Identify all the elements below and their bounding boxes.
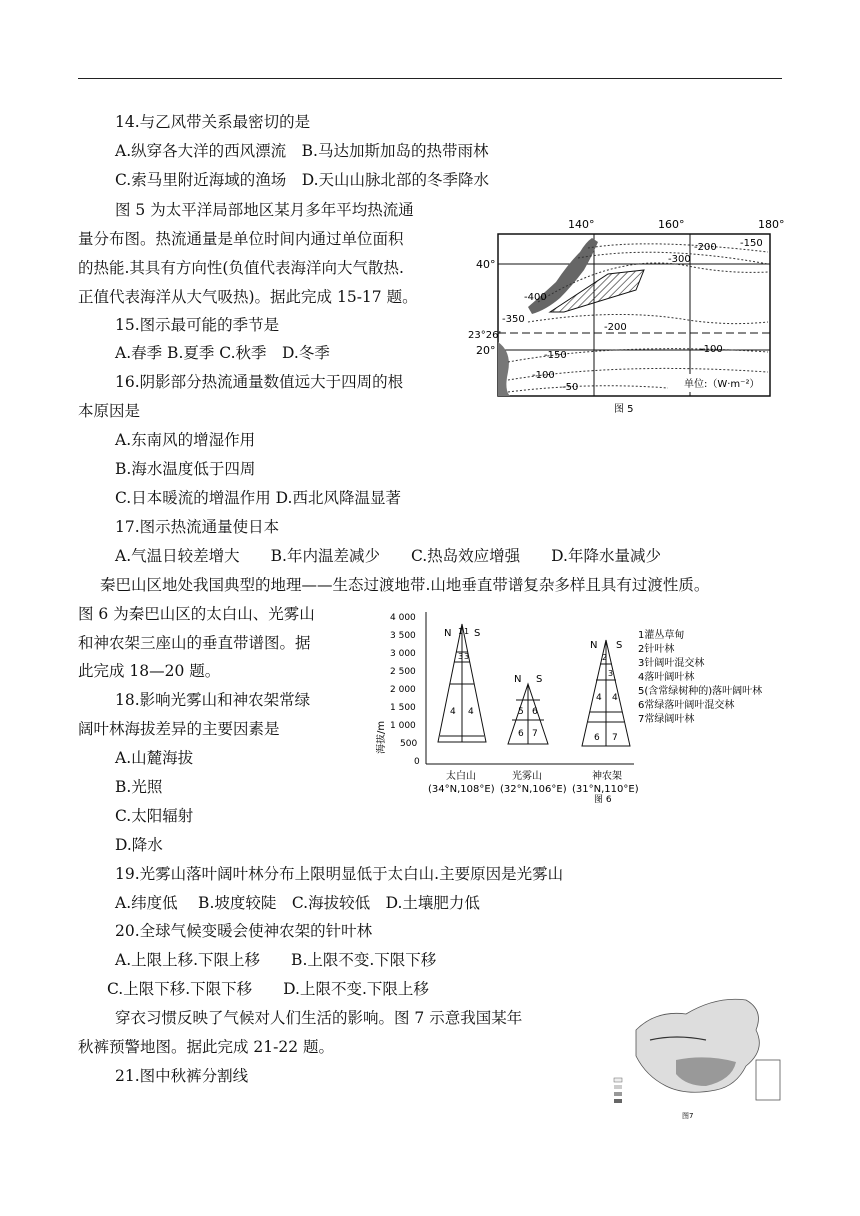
svg-text:3: 3 bbox=[608, 669, 614, 678]
y-tick: 500 bbox=[400, 739, 418, 749]
y-tick: 2 000 bbox=[390, 685, 416, 695]
fig7-intro-2: 秋裤预警地图。据此完成 21-22 题。 bbox=[78, 1038, 335, 1056]
contour-label: -200 bbox=[604, 322, 627, 333]
q14-options-cd: C.索马里附近海域的渔场 D.天山山脉北部的冬季降水 bbox=[115, 171, 490, 189]
svg-text:6: 6 bbox=[518, 729, 524, 739]
svg-text:4: 4 bbox=[612, 693, 618, 703]
y-axis-label: 海拔/m bbox=[376, 720, 387, 754]
mountain-coord: (32°N,106°E) bbox=[500, 784, 567, 795]
y-tick: 3 000 bbox=[390, 649, 416, 659]
fig5-intro-2: 量分布图。热流通量是单位时间内通过单位面积 bbox=[78, 230, 404, 248]
q20-options-cd: C.上限下移.下限下移 D.上限不变.下限上移 bbox=[107, 980, 429, 998]
fig6-intro-4: 此完成 18—20 题。 bbox=[78, 662, 221, 680]
q20-options-ab: A.上限上移.下限上移 B.上限不变.下限下移 bbox=[115, 951, 437, 969]
y-tick: 1 000 bbox=[390, 721, 416, 731]
figure-7-china-map bbox=[606, 990, 784, 1122]
shennongjia-n: N bbox=[590, 640, 598, 651]
svg-text:4: 4 bbox=[450, 707, 456, 717]
legend-swatches bbox=[614, 1078, 622, 1103]
svg-text:6: 6 bbox=[532, 707, 538, 717]
south-sea-inset bbox=[756, 1060, 780, 1100]
contour-label: -400 bbox=[524, 292, 547, 303]
legend-item: 1灌丛草甸 bbox=[638, 630, 685, 641]
question-17: 17.图示热流通量使日本 bbox=[115, 518, 280, 536]
q16-option-cd: C.日本暖流的增温作用 D.西北风降温显著 bbox=[115, 489, 401, 507]
y-tick: 2 500 bbox=[390, 667, 416, 677]
contour-label: -100 bbox=[700, 344, 723, 355]
lat-label-40: 40° bbox=[476, 258, 496, 271]
shennongjia-s: S bbox=[616, 640, 623, 651]
figure-5-heat-flux-map bbox=[468, 212, 786, 422]
y-tick: 4 000 bbox=[390, 613, 416, 623]
svg-text:1: 1 bbox=[464, 627, 470, 636]
svg-text:1: 1 bbox=[458, 627, 464, 636]
question-20: 20.全球气候变暖会使神农架的针叶林 bbox=[115, 922, 373, 940]
svg-text:6: 6 bbox=[594, 733, 600, 743]
lon-label-140: 140° bbox=[568, 218, 595, 231]
legend-item: 6常绿落叶阔叶混交林 bbox=[638, 700, 735, 711]
svg-text:7: 7 bbox=[612, 733, 618, 743]
question-18: 18.影响光雾山和神农架常绿 bbox=[115, 691, 311, 709]
legend-item: 4落叶阔叶林 bbox=[638, 672, 695, 683]
svg-text:2: 2 bbox=[602, 653, 608, 662]
q14-options-ab: A.纵穿各大洋的西风漂流 B.马达加斯加岛的热带雨林 bbox=[115, 142, 489, 160]
q18-option-a: A.山麓海拔 bbox=[115, 749, 194, 767]
question-15: 15.图示最可能的季节是 bbox=[115, 316, 280, 334]
y-tick: 3 500 bbox=[390, 631, 416, 641]
figure-5-caption: 图 5 bbox=[614, 404, 634, 415]
contour-label: -200 bbox=[694, 242, 717, 253]
fig5-intro-4: 正值代表海洋从大气吸热)。据此完成 15-17 题。 bbox=[78, 288, 418, 306]
mountain-coord: (31°N,110°E) bbox=[572, 784, 639, 795]
question-18-cont: 阔叶林海拔差异的主要因素是 bbox=[78, 720, 280, 738]
question-16-cont: 本原因是 bbox=[78, 402, 141, 420]
contour-label: -150 bbox=[544, 350, 567, 361]
q17-options: A.气温日较差增大 B.年内温差减少 C.热岛效应增强 D.年降水量减少 bbox=[115, 547, 661, 565]
q18-option-d: D.降水 bbox=[115, 836, 163, 854]
fig6-intro-3: 和神农架三座山的垂直带谱图。据 bbox=[78, 634, 311, 652]
taibai-s: S bbox=[474, 628, 481, 639]
contour-label: -100 bbox=[532, 370, 555, 381]
mountain-name: 神农架 bbox=[592, 771, 622, 782]
fig6-intro-1: 秦巴山区地处我国典型的地理——生态过渡地带.山地垂直带谱复杂多样且具有过渡性质。 bbox=[100, 576, 710, 594]
guangwu-n: N bbox=[514, 674, 522, 685]
q16-option-a: A.东南风的增湿作用 bbox=[115, 431, 256, 449]
mountain-name: 太白山 bbox=[446, 771, 476, 782]
legend-item: 2针叶林 bbox=[638, 644, 675, 655]
q16-option-b: B.海水温度低于四周 bbox=[115, 460, 256, 478]
figure-6-vertical-zones bbox=[376, 604, 788, 804]
contour-label: -150 bbox=[740, 238, 763, 249]
mountain-coord: (34°N,108°E) bbox=[428, 784, 495, 795]
question-19: 19.光雾山落叶阔叶林分布上限明显低于太白山.主要原因是光雾山 bbox=[115, 865, 564, 883]
figure-6-caption: 图 6 bbox=[594, 795, 612, 804]
lon-label-180: 180° bbox=[758, 218, 785, 231]
q19-options: A.纬度低 B.坡度较陡 C.海拔较低 D.土壤肥力低 bbox=[115, 894, 480, 912]
svg-text:3: 3 bbox=[458, 652, 464, 661]
fig5-intro-3: 的热能.其具有方向性(负值代表海洋向大气散热. bbox=[78, 259, 404, 277]
svg-text:4: 4 bbox=[468, 707, 474, 717]
taibai-n: N bbox=[444, 628, 452, 639]
contour-label: -50 bbox=[562, 382, 579, 393]
q18-option-b: B.光照 bbox=[115, 778, 163, 796]
q15-options: A.春季 B.夏季 C.秋季 D.冬季 bbox=[115, 344, 330, 362]
q18-option-c: C.太阳辐射 bbox=[115, 807, 194, 825]
legend-item: 7常绿阔叶林 bbox=[638, 714, 695, 725]
fig5-intro-1: 图 5 为太平洋局部地区某月多年平均热流通 bbox=[115, 201, 414, 219]
legend-item: 3针阔叶混交林 bbox=[638, 658, 705, 669]
question-21: 21.图中秋裤分割线 bbox=[115, 1067, 249, 1085]
lat-label-20: 20° bbox=[476, 344, 496, 357]
fig6-intro-2: 图 6 为秦巴山区的太白山、光雾山 bbox=[78, 605, 315, 623]
lat-label-tropic: 23°26' bbox=[468, 330, 502, 341]
unit-label: 单位:（W·m⁻²） bbox=[684, 379, 760, 390]
legend-item: 5(含常绿树种的)落叶阔叶林 bbox=[638, 686, 763, 697]
header-rule bbox=[78, 78, 782, 79]
contour-label: -300 bbox=[668, 254, 691, 265]
mountain-name: 光雾山 bbox=[512, 771, 542, 782]
fig7-intro-1: 穿衣习惯反映了气候对人们生活的影响。图 7 示意我国某年 bbox=[115, 1009, 523, 1027]
question-14: 14.与乙风带关系最密切的是 bbox=[115, 113, 311, 131]
svg-text:3: 3 bbox=[464, 652, 470, 661]
lon-label-160: 160° bbox=[658, 218, 685, 231]
figure-7-caption: 图7 bbox=[682, 1112, 694, 1120]
contour-label: -350 bbox=[502, 314, 525, 325]
svg-text:4: 4 bbox=[596, 693, 602, 703]
svg-text:7: 7 bbox=[532, 729, 538, 739]
guangwu-s: S bbox=[536, 674, 543, 685]
question-16: 16.阴影部分热流通量数值远大于四周的根 bbox=[115, 373, 404, 391]
svg-text:5: 5 bbox=[518, 707, 524, 717]
y-tick: 0 bbox=[414, 757, 420, 767]
y-tick: 1 500 bbox=[390, 703, 416, 713]
